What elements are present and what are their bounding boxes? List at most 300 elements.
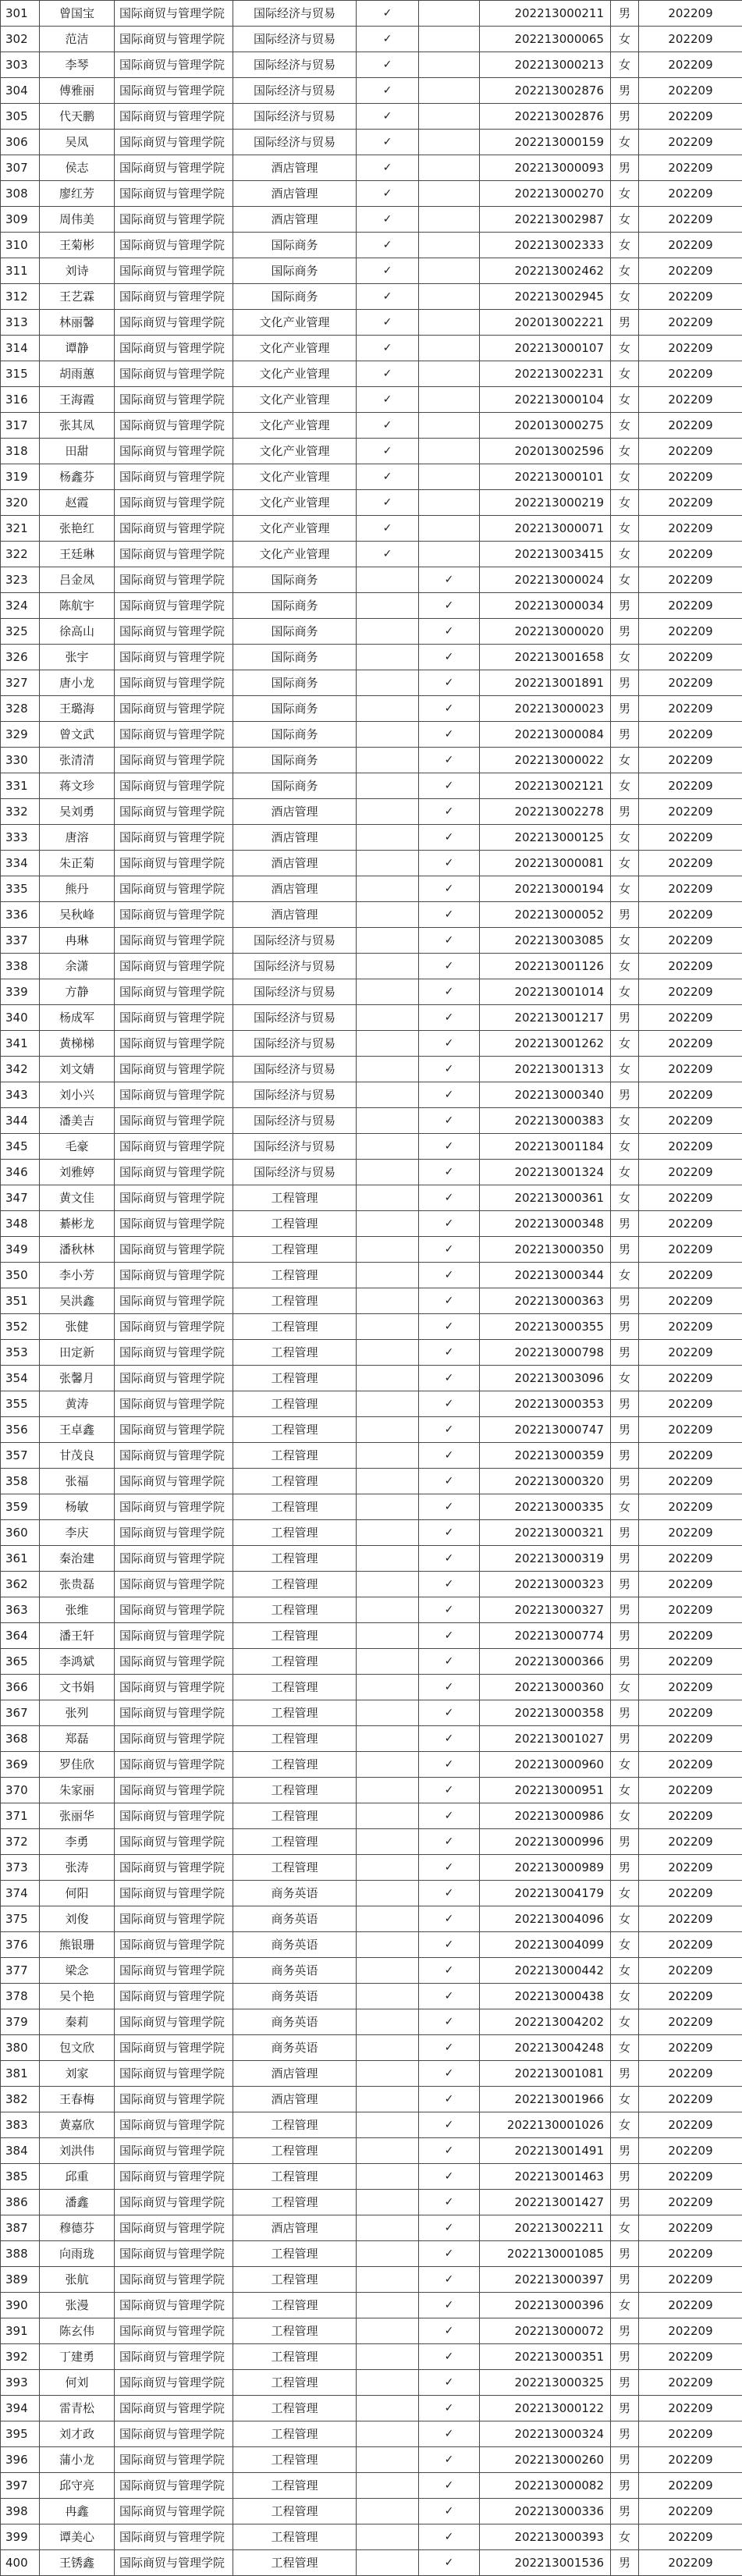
college-name: 国际商贸与管理学院 <box>115 2447 233 2473</box>
student-name: 熊银珊 <box>40 1932 115 1958</box>
student-name: 杨成军 <box>40 1005 115 1031</box>
student-name: 丁建勇 <box>40 2344 115 2370</box>
student-id: 202213000359 <box>480 1443 611 1469</box>
major-name: 酒店管理 <box>233 181 357 207</box>
row-number: 385 <box>1 2164 40 2190</box>
gender: 女 <box>611 207 639 233</box>
check-mark-a <box>357 1391 419 1417</box>
grade-cohort: 202209 <box>639 2215 742 2241</box>
table-row <box>1 490 742 516</box>
grade-cohort: 202209 <box>639 1237 742 1263</box>
row-number: 397 <box>1 2473 40 2499</box>
college-name: 国际商贸与管理学院 <box>115 799 233 825</box>
student-name: 谭静 <box>40 336 115 361</box>
college-name: 国际商贸与管理学院 <box>115 2035 233 2061</box>
row-number: 348 <box>1 1211 40 1237</box>
row-number: 325 <box>1 619 40 645</box>
student-id: 202213000081 <box>480 851 611 876</box>
gender: 男 <box>611 1546 639 1572</box>
grade-cohort: 202209 <box>639 207 742 233</box>
grade-cohort: 202209 <box>639 1211 742 1237</box>
college-name: 国际商贸与管理学院 <box>115 2138 233 2164</box>
college-name: 国际商贸与管理学院 <box>115 1700 233 1726</box>
college-name: 国际商贸与管理学院 <box>115 104 233 130</box>
table-row <box>1 902 742 928</box>
gender: 女 <box>611 1108 639 1134</box>
grade-cohort: 202209 <box>639 1984 742 2009</box>
student-name: 田甜 <box>40 439 115 464</box>
student-id: 202013002221 <box>480 310 611 336</box>
row-number: 303 <box>1 52 40 78</box>
student-id: 202213000383 <box>480 1108 611 1134</box>
table-row <box>1 2447 742 2473</box>
major-name: 工程管理 <box>233 2241 357 2267</box>
row-number: 366 <box>1 1675 40 1700</box>
gender: 男 <box>611 2421 639 2447</box>
check-mark-a <box>357 1237 419 1263</box>
check-mark-b: ✓ <box>419 1134 480 1160</box>
grade-cohort: 202209 <box>639 1263 742 1288</box>
student-name: 何阳 <box>40 1881 115 1906</box>
gender: 男 <box>611 1700 639 1726</box>
check-mark-b: ✓ <box>419 979 480 1005</box>
table-row <box>1 2138 742 2164</box>
check-mark-a <box>357 2473 419 2499</box>
table-row <box>1 1366 742 1391</box>
student-id: 202213000396 <box>480 2293 611 2318</box>
check-mark-b: ✓ <box>419 1752 480 1778</box>
college-name: 国际商贸与管理学院 <box>115 2061 233 2087</box>
grade-cohort: 202209 <box>639 284 742 310</box>
check-mark-a <box>357 2241 419 2267</box>
check-mark-b: ✓ <box>419 2190 480 2215</box>
check-mark-a: ✓ <box>357 52 419 78</box>
student-name: 冉鑫 <box>40 2499 115 2524</box>
student-name: 潘美吉 <box>40 1108 115 1134</box>
row-number: 390 <box>1 2293 40 2318</box>
student-id: 202213001014 <box>480 979 611 1005</box>
student-id: 202213003085 <box>480 928 611 954</box>
check-mark-a <box>357 2396 419 2421</box>
row-number: 322 <box>1 542 40 567</box>
check-mark-b: ✓ <box>419 2112 480 2138</box>
major-name: 工程管理 <box>233 2550 357 2576</box>
student-id: 202213000358 <box>480 1700 611 1726</box>
gender: 女 <box>611 181 639 207</box>
college-name: 国际商贸与管理学院 <box>115 1340 233 1366</box>
student-id: 202213000989 <box>480 1855 611 1881</box>
student-name: 张涛 <box>40 1855 115 1881</box>
grade-cohort: 202209 <box>639 2318 742 2344</box>
row-number: 349 <box>1 1237 40 1263</box>
table-row <box>1 258 742 284</box>
row-number: 379 <box>1 2009 40 2035</box>
table-row <box>1 1932 742 1958</box>
grade-cohort: 202209 <box>639 2499 742 2524</box>
grade-cohort: 202209 <box>639 1520 742 1546</box>
check-mark-b: ✓ <box>419 902 480 928</box>
college-name: 国际商贸与管理学院 <box>115 2499 233 2524</box>
major-name: 工程管理 <box>233 2293 357 2318</box>
major-name: 商务英语 <box>233 1932 357 1958</box>
grade-cohort: 202209 <box>639 542 742 567</box>
table-row <box>1 1752 742 1778</box>
check-mark-b: ✓ <box>419 876 480 902</box>
major-name: 工程管理 <box>233 1520 357 1546</box>
student-id: 202213000747 <box>480 1417 611 1443</box>
table-row <box>1 1443 742 1469</box>
check-mark-a <box>357 1134 419 1160</box>
student-name: 胡雨蕙 <box>40 361 115 387</box>
check-mark-a: ✓ <box>357 233 419 258</box>
college-name: 国际商贸与管理学院 <box>115 1546 233 1572</box>
gender: 男 <box>611 2447 639 2473</box>
table-row <box>1 1314 742 1340</box>
student-id: 202213000071 <box>480 516 611 542</box>
grade-cohort: 202209 <box>639 2447 742 2473</box>
table-row <box>1 748 742 773</box>
student-id: 202213002333 <box>480 233 611 258</box>
major-name: 国际商务 <box>233 722 357 748</box>
student-name: 黄涛 <box>40 1391 115 1417</box>
college-name: 国际商贸与管理学院 <box>115 1391 233 1417</box>
student-id: 202213000270 <box>480 181 611 207</box>
check-mark-a: ✓ <box>357 258 419 284</box>
row-number: 318 <box>1 439 40 464</box>
college-name: 国际商贸与管理学院 <box>115 52 233 78</box>
table-row <box>1 1340 742 1366</box>
gender: 男 <box>611 799 639 825</box>
grade-cohort: 202209 <box>639 1366 742 1391</box>
check-mark-b: ✓ <box>419 2370 480 2396</box>
check-mark-a <box>357 1469 419 1494</box>
student-name: 傅雅丽 <box>40 78 115 104</box>
check-mark-b: ✓ <box>419 2550 480 2576</box>
grade-cohort: 202209 <box>639 464 742 490</box>
student-id: 202213002278 <box>480 799 611 825</box>
table-row <box>1 979 742 1005</box>
major-name: 国际商务 <box>233 670 357 696</box>
check-mark-b: ✓ <box>419 1726 480 1752</box>
row-number: 324 <box>1 593 40 619</box>
check-mark-a <box>357 1649 419 1675</box>
table-row <box>1 1546 742 1572</box>
college-name: 国际商贸与管理学院 <box>115 954 233 979</box>
college-name: 国际商贸与管理学院 <box>115 1237 233 1263</box>
major-name: 工程管理 <box>233 2318 357 2344</box>
check-mark-b: ✓ <box>419 1906 480 1932</box>
check-mark-b: ✓ <box>419 1082 480 1108</box>
student-name: 张艳红 <box>40 516 115 542</box>
check-mark-b: ✓ <box>419 1263 480 1288</box>
check-mark-a <box>357 954 419 979</box>
major-name: 国际经济与贸易 <box>233 979 357 1005</box>
student-name: 邱守亮 <box>40 2473 115 2499</box>
major-name: 工程管理 <box>233 2499 357 2524</box>
table-row <box>1 825 742 851</box>
table-row <box>1 1185 742 1211</box>
check-mark-a <box>357 2318 419 2344</box>
row-number: 394 <box>1 2396 40 2421</box>
check-mark-a <box>357 1700 419 1726</box>
row-number: 370 <box>1 1778 40 1803</box>
grade-cohort: 202209 <box>639 954 742 979</box>
grade-cohort: 202209 <box>639 2473 742 2499</box>
gender: 女 <box>611 1185 639 1211</box>
check-mark-b: ✓ <box>419 1520 480 1546</box>
grade-cohort: 202209 <box>639 2009 742 2035</box>
college-name: 国际商贸与管理学院 <box>115 2009 233 2035</box>
gender: 男 <box>611 2396 639 2421</box>
check-mark-b: ✓ <box>419 696 480 722</box>
major-name: 酒店管理 <box>233 2215 357 2241</box>
major-name: 工程管理 <box>233 2138 357 2164</box>
table-row <box>1 155 742 181</box>
college-name: 国际商贸与管理学院 <box>115 155 233 181</box>
gender: 女 <box>611 1160 639 1185</box>
student-id: 202213000350 <box>480 1237 611 1263</box>
gender: 男 <box>611 1726 639 1752</box>
major-name: 酒店管理 <box>233 902 357 928</box>
gender: 女 <box>611 1906 639 1932</box>
grade-cohort: 202209 <box>639 155 742 181</box>
college-name: 国际商贸与管理学院 <box>115 27 233 52</box>
row-number: 393 <box>1 2370 40 2396</box>
student-name: 綦彬龙 <box>40 1211 115 1237</box>
major-name: 工程管理 <box>233 1340 357 1366</box>
college-name: 国际商贸与管理学院 <box>115 310 233 336</box>
table-row <box>1 567 742 593</box>
row-number: 381 <box>1 2061 40 2087</box>
check-mark-a <box>357 2524 419 2550</box>
row-number: 356 <box>1 1417 40 1443</box>
student-id: 202213002987 <box>480 207 611 233</box>
college-name: 国际商贸与管理学院 <box>115 567 233 593</box>
check-mark-b: ✓ <box>419 799 480 825</box>
grade-cohort: 202209 <box>639 593 742 619</box>
check-mark-b <box>419 413 480 439</box>
table-row <box>1 1906 742 1932</box>
row-number: 323 <box>1 567 40 593</box>
check-mark-b <box>419 52 480 78</box>
check-mark-b: ✓ <box>419 2087 480 2112</box>
gender: 女 <box>611 27 639 52</box>
gender: 女 <box>611 979 639 1005</box>
major-name: 工程管理 <box>233 2164 357 2190</box>
table-row <box>1 2112 742 2138</box>
grade-cohort: 202209 <box>639 490 742 516</box>
table-row <box>1 928 742 954</box>
grade-cohort: 202209 <box>639 1340 742 1366</box>
student-name: 王春梅 <box>40 2087 115 2112</box>
college-name: 国际商贸与管理学院 <box>115 1881 233 1906</box>
gender: 女 <box>611 2524 639 2550</box>
table-row <box>1 2190 742 2215</box>
student-name: 张维 <box>40 1597 115 1623</box>
major-name: 工程管理 <box>233 2396 357 2421</box>
student-id: 202013000275 <box>480 413 611 439</box>
row-number: 377 <box>1 1958 40 1984</box>
college-name: 国际商贸与管理学院 <box>115 2190 233 2215</box>
check-mark-a <box>357 748 419 773</box>
check-mark-b: ✓ <box>419 773 480 799</box>
major-name: 国际商务 <box>233 748 357 773</box>
gender: 男 <box>611 722 639 748</box>
check-mark-b: ✓ <box>419 1005 480 1031</box>
row-number: 306 <box>1 130 40 155</box>
row-number: 382 <box>1 2087 40 2112</box>
major-name: 工程管理 <box>233 1288 357 1314</box>
student-id: 202213002876 <box>480 104 611 130</box>
major-name: 商务英语 <box>233 1906 357 1932</box>
college-name: 国际商贸与管理学院 <box>115 1314 233 1340</box>
student-name: 侯志 <box>40 155 115 181</box>
table-row <box>1 2421 742 2447</box>
grade-cohort: 202209 <box>639 1391 742 1417</box>
check-mark-b: ✓ <box>419 619 480 645</box>
check-mark-a <box>357 1314 419 1340</box>
college-name: 国际商贸与管理学院 <box>115 2396 233 2421</box>
gender: 女 <box>611 1366 639 1391</box>
major-name: 商务英语 <box>233 1958 357 1984</box>
grade-cohort: 202209 <box>639 1288 742 1314</box>
college-name: 国际商贸与管理学院 <box>115 2344 233 2370</box>
grade-cohort: 202209 <box>639 1778 742 1803</box>
college-name: 国际商贸与管理学院 <box>115 2550 233 2576</box>
table-row <box>1 542 742 567</box>
student-name: 王卓鑫 <box>40 1417 115 1443</box>
gender: 女 <box>611 1031 639 1057</box>
major-name: 商务英语 <box>233 1881 357 1906</box>
gender: 男 <box>611 1649 639 1675</box>
student-id: 202213001217 <box>480 1005 611 1031</box>
student-name: 吴洪鑫 <box>40 1288 115 1314</box>
gender: 女 <box>611 2035 639 2061</box>
college-name: 国际商贸与管理学院 <box>115 2164 233 2190</box>
row-number: 364 <box>1 1623 40 1649</box>
check-mark-b: ✓ <box>419 1237 480 1263</box>
gender: 男 <box>611 1572 639 1597</box>
major-name: 工程管理 <box>233 2370 357 2396</box>
grade-cohort: 202209 <box>639 387 742 413</box>
student-id: 202213000072 <box>480 2318 611 2344</box>
check-mark-b: ✓ <box>419 1958 480 1984</box>
table-row <box>1 1675 742 1700</box>
student-id: 202213000442 <box>480 1958 611 1984</box>
grade-cohort: 202209 <box>639 2241 742 2267</box>
roster-rows <box>1 1 742 2576</box>
grade-cohort: 202209 <box>639 1082 742 1108</box>
check-mark-a <box>357 696 419 722</box>
student-name: 吴凤 <box>40 130 115 155</box>
college-name: 国际商贸与管理学院 <box>115 1597 233 1623</box>
table-row <box>1 1160 742 1185</box>
table-row <box>1 1597 742 1623</box>
check-mark-b: ✓ <box>419 1288 480 1314</box>
major-name: 国际经济与贸易 <box>233 1057 357 1082</box>
table-row <box>1 2293 742 2318</box>
college-name: 国际商贸与管理学院 <box>115 979 233 1005</box>
college-name: 国际商贸与管理学院 <box>115 2318 233 2344</box>
check-mark-b: ✓ <box>419 2061 480 2087</box>
student-name: 廖红芳 <box>40 181 115 207</box>
check-mark-b: ✓ <box>419 1855 480 1881</box>
grade-cohort: 202209 <box>639 1829 742 1855</box>
college-name: 国际商贸与管理学院 <box>115 2241 233 2267</box>
row-number: 320 <box>1 490 40 516</box>
check-mark-b: ✓ <box>419 1469 480 1494</box>
college-name: 国际商贸与管理学院 <box>115 1366 233 1391</box>
table-row <box>1 722 742 748</box>
table-row <box>1 2499 742 2524</box>
check-mark-b: ✓ <box>419 1417 480 1443</box>
row-number: 372 <box>1 1829 40 1855</box>
check-mark-a <box>357 876 419 902</box>
check-mark-b <box>419 516 480 542</box>
major-name: 国际商务 <box>233 773 357 799</box>
check-mark-a <box>357 979 419 1005</box>
row-number: 330 <box>1 748 40 773</box>
major-name: 工程管理 <box>233 1263 357 1288</box>
college-name: 国际商贸与管理学院 <box>115 748 233 773</box>
row-number: 392 <box>1 2344 40 2370</box>
student-id: 202213000325 <box>480 2370 611 2396</box>
table-row <box>1 516 742 542</box>
grade-cohort: 202209 <box>639 619 742 645</box>
gender: 男 <box>611 619 639 645</box>
student-name: 向雨珑 <box>40 2241 115 2267</box>
college-name: 国际商贸与管理学院 <box>115 181 233 207</box>
major-name: 工程管理 <box>233 1700 357 1726</box>
student-id: 202213004096 <box>480 1906 611 1932</box>
grade-cohort: 202209 <box>639 130 742 155</box>
row-number: 389 <box>1 2267 40 2293</box>
check-mark-b: ✓ <box>419 1185 480 1211</box>
college-name: 国际商贸与管理学院 <box>115 1185 233 1211</box>
gender: 男 <box>611 2370 639 2396</box>
student-id: 202213000034 <box>480 593 611 619</box>
major-name: 国际经济与贸易 <box>233 1005 357 1031</box>
major-name: 文化产业管理 <box>233 439 357 464</box>
check-mark-b: ✓ <box>419 1160 480 1185</box>
row-number: 345 <box>1 1134 40 1160</box>
college-name: 国际商贸与管理学院 <box>115 233 233 258</box>
gender: 女 <box>611 2215 639 2241</box>
major-name: 工程管理 <box>233 1829 357 1855</box>
check-mark-a <box>357 1211 419 1237</box>
check-mark-a: ✓ <box>357 104 419 130</box>
table-row <box>1 1881 742 1906</box>
grade-cohort: 202209 <box>639 1134 742 1160</box>
gender: 男 <box>611 670 639 696</box>
check-mark-a <box>357 1520 419 1546</box>
gender: 男 <box>611 1469 639 1494</box>
major-name: 文化产业管理 <box>233 490 357 516</box>
student-id: 202213000213 <box>480 52 611 78</box>
major-name: 商务英语 <box>233 2009 357 2035</box>
college-name: 国际商贸与管理学院 <box>115 1082 233 1108</box>
grade-cohort: 202209 <box>639 2370 742 2396</box>
check-mark-a <box>357 1057 419 1082</box>
table-row <box>1 207 742 233</box>
student-id: 202213000348 <box>480 1211 611 1237</box>
row-number: 309 <box>1 207 40 233</box>
check-mark-b: ✓ <box>419 954 480 979</box>
check-mark-a: ✓ <box>357 130 419 155</box>
row-number: 399 <box>1 2524 40 2550</box>
row-number: 398 <box>1 2499 40 2524</box>
student-name: 唐小龙 <box>40 670 115 696</box>
